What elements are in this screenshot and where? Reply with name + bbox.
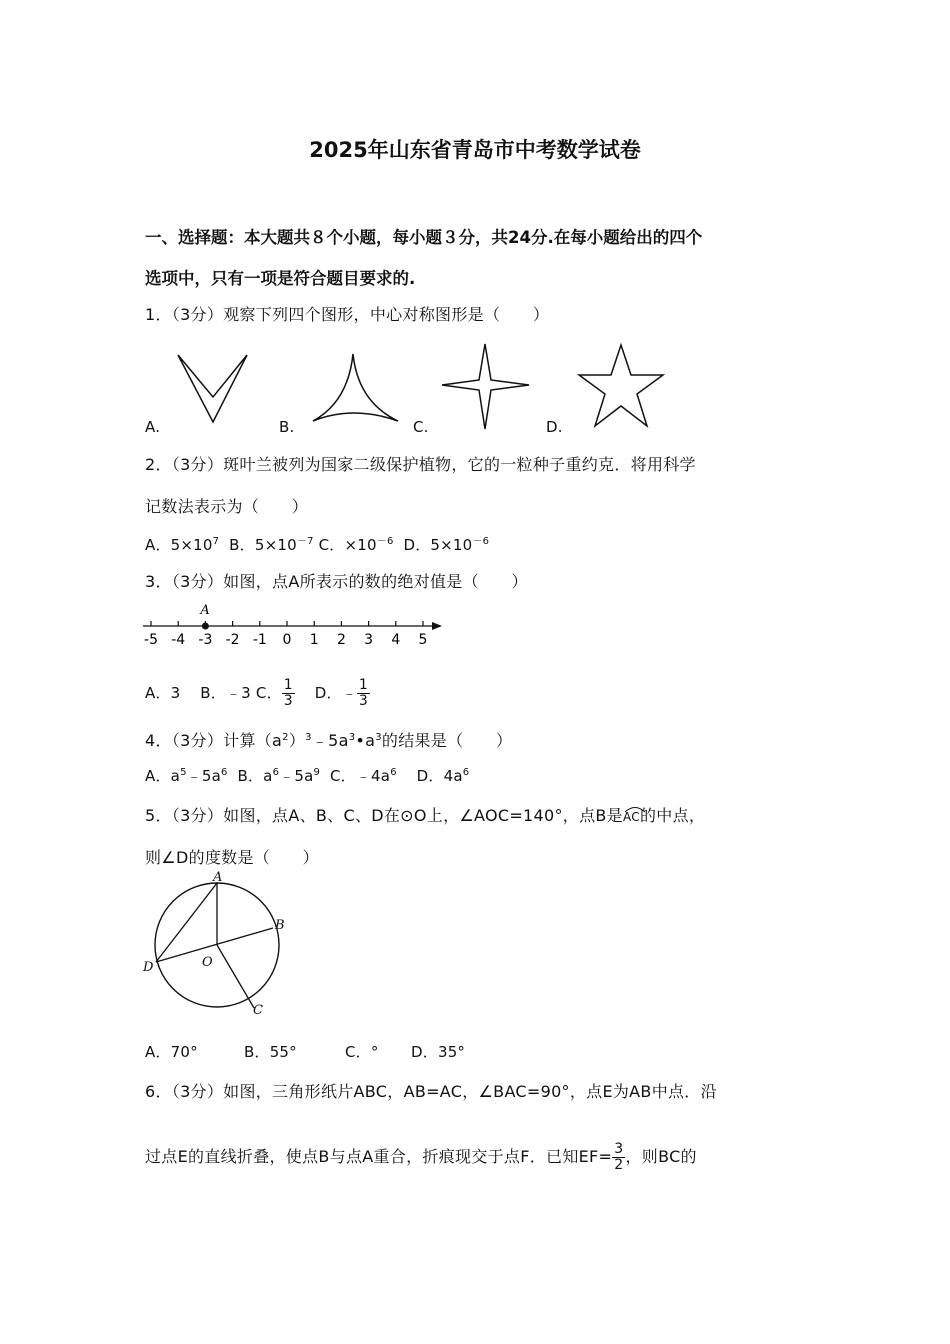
q4-option-c[interactable]: C．$﹣4a^6$ [329,767,397,785]
q3-option-c[interactable]: C． $\frac{1}{3}$ [255,677,293,709]
q2-option-c[interactable]: C．$\times 10^{-6}$ [318,536,394,554]
q2-option-d[interactable]: D．$5\times 10^{-6}$ [403,536,490,554]
q2-options [145,532,489,555]
point-d-label: D [143,960,154,975]
q1-option-a[interactable]: A. [145,418,161,436]
q4-option-d[interactable]: D．$4a^6$ [416,767,470,785]
number-line-tick-label: -5 [144,632,158,648]
q1-stem: 1．（3分）观察下列四个图形，中心对称图形是（ ） [145,305,550,324]
number-line-point-a [202,623,209,630]
q1-figure-c-icon [442,342,532,432]
number-line-tick-label: 1 [309,632,319,648]
point-b-label: B [275,918,285,933]
q6-stem-line-2: 过点E的直线折叠，使点B与点A重合，折痕现交于点F．已知EF= $\frac{3}{2}$ ，则BC的 [145,1141,697,1173]
point-o-label: O [202,955,213,970]
q4-option-b[interactable]: B．$a^6﹣5a^9$ [237,767,321,785]
q5-stem-line-2: 则∠D的度数是（ ） [145,848,319,867]
number-line-tick-label: 0 [282,632,292,648]
q3-option-a[interactable]: A．3 [145,684,181,702]
q3-stem: 3．（3分）如图，点A所表示的数的绝对值是（ ） [145,572,528,591]
q3-options [145,678,370,709]
q1-figure-b-icon [310,350,410,430]
q4-option-a[interactable]: A．$a^5﹣5a^6$ [145,767,228,785]
number-line-tick-label: -3 [198,632,213,648]
number-line-tick-label: -1 [252,632,267,648]
number-line-tick-label: 4 [391,632,401,648]
q1-option-c[interactable]: C. [413,418,429,436]
q3-option-b[interactable]: B．﹣3 [200,684,251,702]
q1-option-b[interactable]: B. [279,418,295,436]
q5-stem-line-1: 5．（3分）如图，点A、B、C、D在⊙O上，∠AOC=140°，点B是 AC的中点， [145,806,706,825]
q5-option-c[interactable]: C．° [345,1043,379,1061]
number-line-tick-label: 3 [364,632,374,648]
q2-option-b[interactable]: B．$5\times 10^{-7}$ [229,536,314,554]
page-title: 2025年山东省青岛市中考数学试卷 [309,138,641,162]
q6-stem-line-1: 6．（3分）如图，三角形纸片ABC，AB=AC，∠BAC=90°，点E为AB中点．沿 [145,1082,717,1101]
q4-stem: 4．（3分）计算$(a^2)^3﹣5a^3•a^3$的结果是（ ） [145,731,513,750]
point-c-label: C [253,1003,263,1018]
number-line-tick-label: -2 [225,632,240,648]
number-line-tick-label: 2 [336,632,346,648]
number-line-tick-label: -4 [171,632,186,648]
q1-figure-d-icon [578,343,668,433]
number-line [140,598,450,648]
arc-ac-label: AC [623,810,640,824]
q5-option-a[interactable]: A．70° [145,1043,198,1061]
section-heading-line-2: 选项中，只有一项是符合题目要求的. [145,269,416,288]
point-a-label: A [213,870,223,885]
q2-stem-line-2: 记数法表示为（ ） [145,497,309,516]
q2-stem-line-1: 2．（3分）斑叶兰被列为国家二级保护植物，它的一粒种子重约克．将用科学 [145,455,696,474]
number-line-tick-label: 5 [418,632,428,648]
section-heading-line-1: 一、选择题：本大题共８个小题，每小题３分，共24分.在每小题给出的四个 [145,228,703,247]
q5-option-d[interactable]: D．35° [411,1043,466,1061]
q3-option-d[interactable]: D．﹣ $\frac{1}{3}$ [314,677,369,709]
q2-option-a[interactable]: A．$5\times 10^7$ [145,536,220,554]
q5-option-b[interactable]: B．55° [244,1043,297,1061]
q1-option-d[interactable]: D. [546,418,563,436]
number-line-point-label: A [200,603,210,618]
q1-figure-a-icon [170,350,250,435]
q5-circle-figure [140,872,300,1022]
q4-options [145,765,469,786]
